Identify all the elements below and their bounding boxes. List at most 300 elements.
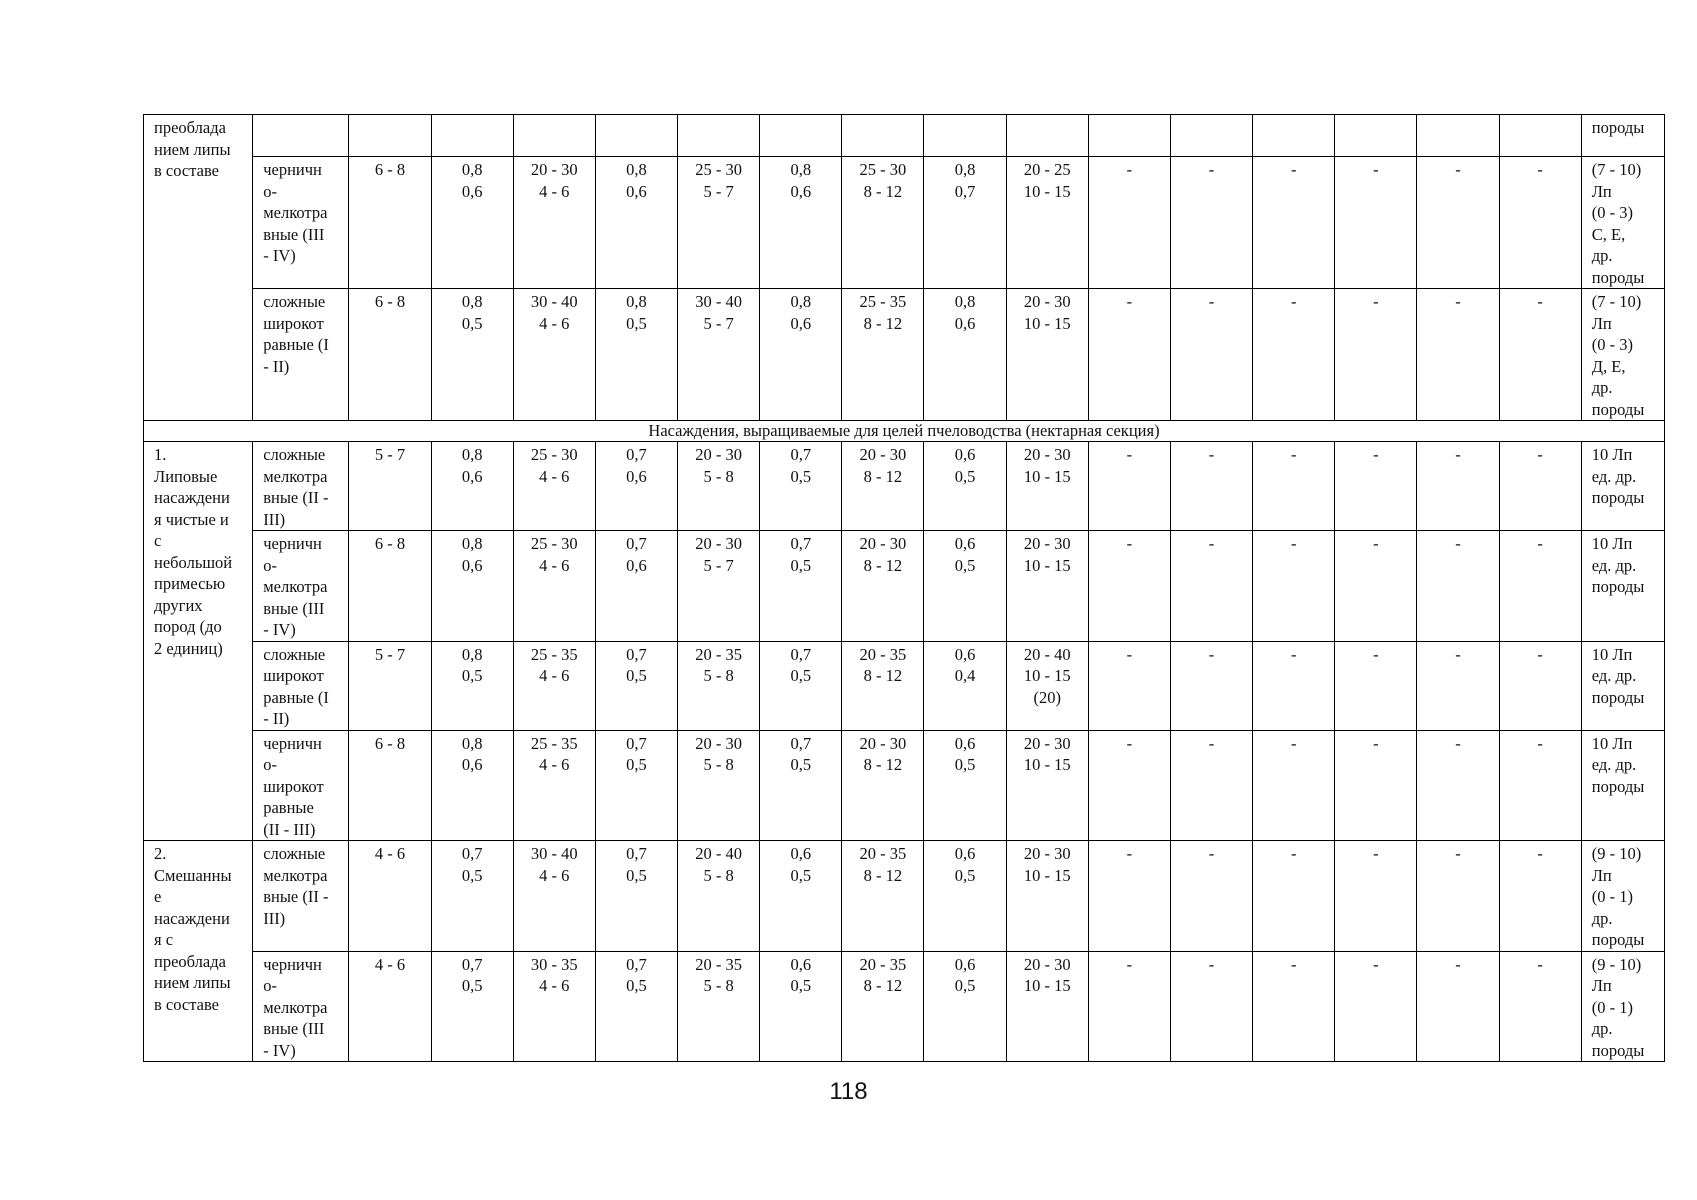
- cell-line: 4 - 6: [539, 976, 570, 995]
- dash-cell: -: [1417, 531, 1499, 642]
- dash-cell: -: [1499, 531, 1581, 642]
- cell-line: 20 - 30: [1023, 534, 1071, 553]
- value-cell: [595, 841, 677, 952]
- value-cell: [513, 641, 595, 730]
- cell-line: 20 - 35: [859, 644, 907, 664]
- cell-line: (0 - 3): [1591, 335, 1633, 354]
- cell-line: 0,7: [790, 644, 812, 664]
- dash-cell: -: [1417, 641, 1499, 730]
- value-cell: [513, 442, 595, 531]
- cell-line: 10 - 15: [1023, 313, 1071, 333]
- value-cell: [842, 841, 924, 952]
- value-cell: [431, 289, 513, 421]
- value-cell: [760, 531, 842, 642]
- table-row: [144, 641, 1665, 730]
- composition-cell: [1581, 531, 1664, 642]
- age-cell: 6 - 8: [349, 531, 431, 642]
- cell-line: насаждени: [154, 908, 230, 928]
- value-cell: [513, 157, 595, 289]
- dash-cell: -: [1335, 531, 1417, 642]
- value-cell: [924, 442, 1006, 531]
- cell-line: сложные: [263, 644, 326, 664]
- cell-line: 0,5: [790, 466, 812, 486]
- value-cell: [760, 951, 842, 1062]
- cell-line: 0,8: [461, 644, 483, 664]
- cell-line: 0,5: [954, 865, 976, 885]
- table-row: [144, 157, 1665, 289]
- value-cell: [595, 531, 677, 642]
- cell-line: С, Е,: [1591, 224, 1626, 244]
- cell-line: 0,7: [626, 954, 647, 974]
- value-cell: [678, 531, 760, 642]
- cell-line: 20 - 30: [859, 445, 907, 464]
- dash-cell: -: [1335, 730, 1417, 841]
- cell-line: 0,6: [954, 733, 976, 753]
- cell-line: 0,6: [461, 755, 483, 774]
- dash-cell: -: [1170, 841, 1252, 952]
- cell-line: 0,7: [626, 445, 647, 464]
- cell-line: широкот: [263, 313, 324, 333]
- composition-cell: [1581, 641, 1664, 730]
- cell-line: о-: [263, 181, 277, 201]
- section-row: [144, 421, 1665, 442]
- value-cell: [842, 442, 924, 531]
- cell-line: 0,7: [626, 644, 647, 664]
- dash-cell: [1253, 115, 1335, 157]
- dash-cell: -: [1170, 531, 1252, 642]
- cell-line: породы: [1591, 267, 1645, 287]
- cell-line: 5 - 7: [703, 181, 734, 201]
- value-cell: [1006, 442, 1088, 531]
- cell-line: (0 - 1): [1591, 887, 1633, 906]
- cell-line: 10 - 15: [1023, 755, 1071, 774]
- dash-cell: -: [1335, 157, 1417, 289]
- dash-cell: -: [1417, 157, 1499, 289]
- value-cell: [1006, 730, 1088, 841]
- cell-line: ед. др.: [1591, 666, 1637, 685]
- dash-cell: -: [1499, 730, 1581, 841]
- cell-line: - II): [263, 356, 290, 376]
- cell-line: 0,6: [954, 445, 976, 464]
- value-cell: [842, 730, 924, 841]
- value-cell: [924, 531, 1006, 642]
- cell-line: небольшой: [154, 552, 233, 572]
- value-cell: [1006, 531, 1088, 642]
- dash-cell: -: [1253, 157, 1335, 289]
- dash-cell: -: [1088, 951, 1170, 1062]
- value-cell: [842, 951, 924, 1062]
- cell-line: 0,6: [954, 534, 976, 553]
- cell-line: - IV): [263, 246, 296, 265]
- cell-line: 25 - 35: [530, 644, 578, 664]
- cell-line: 0,8: [461, 160, 483, 179]
- cell-line: Д, Е,: [1591, 356, 1626, 376]
- dash-cell: -: [1170, 157, 1252, 289]
- value-cell: [513, 951, 595, 1062]
- cell-line: 20 - 30: [1023, 292, 1071, 311]
- value-cell: [678, 951, 760, 1062]
- cell-line: 20 - 35: [859, 844, 907, 863]
- value-cell: [1006, 157, 1088, 289]
- dash-cell: [1499, 115, 1581, 157]
- dash-cell: -: [1088, 730, 1170, 841]
- cell-line: 0,5: [461, 313, 483, 333]
- cell-line: 0,5: [790, 865, 812, 885]
- cell-line: 0,5: [790, 976, 812, 995]
- age-cell: 6 - 8: [349, 157, 431, 289]
- cell-line: 20 - 40: [1023, 644, 1071, 664]
- cell-line: 10 - 15: [1023, 666, 1071, 685]
- cell-line: 4 - 6: [539, 865, 570, 885]
- value-cell: [431, 951, 513, 1062]
- dash-cell: -: [1499, 641, 1581, 730]
- table-row: [144, 531, 1665, 642]
- cell-line: 0,6: [626, 466, 647, 486]
- cell-line: вные (III: [263, 224, 325, 244]
- cell-line: 25 - 35: [859, 292, 907, 311]
- cell-line: 0,8: [790, 160, 812, 179]
- cell-line: 0,6: [790, 181, 812, 201]
- cell-line: 10 - 15: [1023, 466, 1071, 486]
- value-cell: [431, 157, 513, 289]
- dash-cell: -: [1170, 641, 1252, 730]
- cell-line: др.: [1591, 1019, 1613, 1038]
- table-row: [144, 115, 1665, 157]
- value-cell: [678, 157, 760, 289]
- cell-line: 8 - 12: [863, 555, 903, 575]
- dash-cell: -: [1417, 442, 1499, 531]
- dash-cell: [1170, 115, 1252, 157]
- cell-line: 0,8: [954, 292, 976, 311]
- value-cell: [842, 531, 924, 642]
- cell-line: 0,6: [954, 644, 976, 664]
- cell-line: ед. др.: [1591, 466, 1637, 486]
- cell-line: породы: [1591, 488, 1645, 507]
- cell-line: равные (I: [263, 687, 329, 707]
- cell-line: 1.: [154, 445, 167, 464]
- cell-line: 2 единиц): [154, 638, 223, 658]
- dash-cell: -: [1335, 641, 1417, 730]
- value-cell: [760, 289, 842, 421]
- cell-line: примесью: [154, 574, 226, 593]
- value-cell: [431, 442, 513, 531]
- composition-cell: [1581, 951, 1664, 1062]
- value-cell: [678, 730, 760, 841]
- cell-line: 20 - 30: [1023, 445, 1071, 464]
- value-cell: [678, 841, 760, 952]
- value-cell: [760, 115, 842, 157]
- forest-type-cell: [253, 115, 349, 157]
- cell-line: с: [154, 531, 162, 550]
- dash-cell: -: [1253, 531, 1335, 642]
- dash-cell: -: [1335, 951, 1417, 1062]
- cell-line: 20 - 30: [859, 733, 907, 753]
- value-cell: [431, 841, 513, 952]
- value-cell: [924, 841, 1006, 952]
- cell-line: 0,6: [626, 181, 647, 201]
- cell-line: (9 - 10): [1591, 844, 1642, 863]
- cell-line: вные (III: [263, 1019, 325, 1038]
- cell-line: преоблада: [154, 118, 226, 137]
- value-cell: [595, 289, 677, 421]
- cell-line: 0,8: [461, 445, 483, 464]
- cell-line: 0,8: [626, 160, 647, 179]
- dash-cell: -: [1335, 841, 1417, 952]
- cell-line: 30 - 40: [530, 844, 578, 863]
- cell-line: 0,7: [626, 534, 647, 553]
- dash-cell: -: [1170, 730, 1252, 841]
- cell-line: (II - III): [263, 819, 316, 839]
- cell-line: преоблада: [154, 951, 226, 971]
- cell-line: 8 - 12: [863, 755, 903, 774]
- cell-line: 20 - 30: [1023, 954, 1071, 974]
- cell-line: 0,6: [626, 555, 647, 575]
- table-row: [144, 442, 1665, 531]
- value-cell: [595, 641, 677, 730]
- value-cell: [1006, 841, 1088, 952]
- value-cell: [595, 951, 677, 1062]
- dash-cell: -: [1417, 951, 1499, 1062]
- value-cell: [924, 730, 1006, 841]
- composition-cell: [1581, 730, 1664, 841]
- cell-line: 0,5: [790, 555, 812, 575]
- table-row: [144, 841, 1665, 952]
- cell-line: ед. др.: [1591, 755, 1637, 774]
- cell-line: 0,6: [790, 954, 812, 974]
- cell-line: равные (I: [263, 335, 329, 354]
- cell-line: 20 - 30: [695, 445, 742, 464]
- cell-line: нием липы: [154, 139, 231, 159]
- cell-line: 25 - 30: [530, 534, 578, 553]
- cell-line: других: [154, 595, 203, 615]
- cell-line: 5 - 8: [703, 755, 734, 774]
- cell-line: сложные: [263, 844, 326, 863]
- group-label-cell: [144, 115, 253, 421]
- cell-line: 0,7: [790, 733, 812, 753]
- cell-line: мелкотра: [263, 865, 328, 885]
- table-row: [144, 951, 1665, 1062]
- cell-line: 5 - 8: [703, 466, 734, 486]
- dash-cell: -: [1253, 951, 1335, 1062]
- value-cell: [842, 289, 924, 421]
- page-number: 118: [829, 1078, 868, 1105]
- dash-cell: -: [1499, 442, 1581, 531]
- age-cell: 5 - 7: [349, 442, 431, 531]
- cell-line: 5 - 8: [703, 865, 734, 885]
- cell-line: сложные: [263, 445, 326, 464]
- value-cell: [924, 157, 1006, 289]
- forest-type-cell: [253, 841, 349, 952]
- dash-cell: -: [1499, 289, 1581, 421]
- dash-cell: -: [1088, 841, 1170, 952]
- cell-line: III): [263, 509, 286, 529]
- dash-cell: -: [1499, 157, 1581, 289]
- cell-line: - IV): [263, 620, 296, 639]
- cell-line: в составе: [154, 161, 219, 180]
- cell-line: 0,4: [954, 666, 976, 685]
- forest-type-cell: [253, 730, 349, 841]
- section-heading: Насаждения, выращиваемые для целей пчеловодства (нектарная секция): [144, 421, 1665, 442]
- cell-line: 0,5: [626, 976, 647, 995]
- cell-line: 10 Лп: [1591, 534, 1633, 553]
- dash-cell: -: [1253, 641, 1335, 730]
- dash-cell: -: [1088, 641, 1170, 730]
- cell-line: Лп: [1591, 313, 1612, 333]
- cell-line: др.: [1591, 378, 1613, 397]
- cell-line: 4 - 6: [539, 181, 570, 201]
- value-cell: [513, 289, 595, 421]
- dash-cell: [1335, 115, 1417, 157]
- value-cell: [1006, 289, 1088, 421]
- cell-line: 0,7: [626, 733, 647, 753]
- value-cell: [924, 115, 1006, 157]
- dash-cell: -: [1253, 289, 1335, 421]
- cell-line: (7 - 10): [1591, 160, 1642, 179]
- cell-line: 10 Лп: [1591, 644, 1633, 664]
- age-cell: [349, 115, 431, 157]
- cell-line: ед. др.: [1591, 555, 1637, 575]
- dash-cell: [1088, 115, 1170, 157]
- cell-line: 0,5: [626, 313, 647, 333]
- forest-type-cell: [253, 951, 349, 1062]
- cell-line: 5 - 7: [703, 313, 734, 333]
- cell-line: 5 - 7: [703, 555, 734, 575]
- cell-line: породы: [1591, 118, 1645, 137]
- dash-cell: -: [1499, 951, 1581, 1062]
- dash-cell: -: [1088, 531, 1170, 642]
- cell-line: 0,6: [954, 844, 976, 863]
- cell-line: 0,5: [626, 755, 647, 774]
- cell-line: 20 - 35: [695, 644, 742, 664]
- cell-line: 0,8: [461, 733, 483, 753]
- age-cell: 4 - 6: [349, 951, 431, 1062]
- cell-line: сложные: [263, 292, 326, 311]
- cell-line: Липовые: [154, 466, 218, 486]
- cell-line: породы: [1591, 930, 1645, 949]
- cell-line: вные (II -: [263, 887, 329, 906]
- cell-line: вные (II -: [263, 488, 329, 507]
- cell-line: породы: [1591, 399, 1645, 419]
- cell-line: 0,7: [461, 844, 483, 863]
- cell-line: 0,5: [790, 666, 812, 685]
- value-cell: [431, 531, 513, 642]
- cell-line: мелкотра: [263, 203, 328, 222]
- cell-line: др.: [1591, 908, 1613, 928]
- forest-type-cell: [253, 157, 349, 289]
- cell-line: мелкотра: [263, 466, 328, 486]
- age-cell: 6 - 8: [349, 289, 431, 421]
- cell-line: 0,6: [954, 313, 976, 333]
- cell-line: 5 - 8: [703, 666, 734, 685]
- value-cell: [760, 641, 842, 730]
- cell-line: 4 - 6: [539, 755, 570, 774]
- composition-cell: [1581, 841, 1664, 952]
- cell-line: вные (III: [263, 598, 325, 618]
- cell-line: равные: [263, 798, 314, 817]
- dash-cell: -: [1335, 442, 1417, 531]
- cell-line: (0 - 3): [1591, 203, 1633, 222]
- cell-line: 0,7: [790, 534, 812, 553]
- cell-line: 8 - 12: [863, 976, 903, 995]
- dash-cell: -: [1253, 841, 1335, 952]
- cell-line: породы: [1591, 1040, 1645, 1060]
- value-cell: [924, 951, 1006, 1062]
- composition-cell: [1581, 157, 1664, 289]
- value-cell: [431, 115, 513, 157]
- composition-cell: [1581, 289, 1664, 421]
- cell-line: др.: [1591, 246, 1613, 265]
- cell-line: широкот: [263, 666, 324, 685]
- cell-line: 20 - 30: [1023, 844, 1071, 863]
- cell-line: е: [154, 887, 162, 906]
- cell-line: 0,8: [461, 292, 483, 311]
- cell-line: насаждени: [154, 488, 230, 507]
- composition-cell: [1581, 442, 1664, 531]
- cell-line: 8 - 12: [863, 666, 903, 685]
- cell-line: 0,7: [790, 445, 812, 464]
- value-cell: [513, 531, 595, 642]
- cell-line: широкот: [263, 776, 324, 796]
- cell-line: 0,5: [954, 755, 976, 774]
- dash-cell: -: [1253, 730, 1335, 841]
- cell-line: породы: [1591, 577, 1645, 596]
- cell-line: 2.: [154, 844, 167, 863]
- dash-cell: -: [1170, 289, 1252, 421]
- cell-line: черничн: [263, 160, 322, 179]
- value-cell: [924, 289, 1006, 421]
- cell-line: нием липы: [154, 973, 231, 992]
- cell-line: (0 - 1): [1591, 997, 1633, 1017]
- value-cell: [595, 730, 677, 841]
- composition-cell: [1581, 115, 1664, 157]
- cell-line: пород (до: [154, 617, 222, 636]
- dash-cell: -: [1088, 157, 1170, 289]
- dash-cell: -: [1499, 841, 1581, 952]
- cell-line: 20 - 30: [1023, 733, 1071, 753]
- cell-line: 0,5: [461, 865, 483, 885]
- cell-line: 0,7: [626, 844, 647, 863]
- dash-cell: -: [1417, 289, 1499, 421]
- cell-line: черничн: [263, 954, 322, 974]
- value-cell: [431, 641, 513, 730]
- cell-line: 0,6: [790, 844, 812, 863]
- value-cell: [513, 730, 595, 841]
- cell-line: 10 - 15: [1023, 555, 1071, 575]
- forest-type-cell: [253, 531, 349, 642]
- cell-line: - II): [263, 709, 290, 728]
- cell-line: 20 - 30: [695, 733, 742, 753]
- age-cell: 4 - 6: [349, 841, 431, 952]
- cell-line: я чистые и: [154, 509, 229, 529]
- cell-line: 10 Лп: [1591, 445, 1633, 464]
- cell-line: 5 - 8: [703, 976, 734, 995]
- value-cell: [513, 115, 595, 157]
- cell-line: о-: [263, 755, 277, 774]
- cell-line: 0,5: [954, 466, 976, 486]
- forest-table: [143, 114, 1665, 1062]
- cell-line: 20 - 35: [695, 954, 742, 974]
- age-cell: 5 - 7: [349, 641, 431, 730]
- cell-line: 0,5: [626, 865, 647, 885]
- cell-line: породы: [1591, 687, 1645, 707]
- cell-line: (7 - 10): [1591, 292, 1642, 311]
- cell-line: 0,6: [954, 954, 976, 974]
- cell-line: черничн: [263, 733, 322, 753]
- value-cell: [678, 115, 760, 157]
- cell-line: 0,8: [954, 160, 976, 179]
- dash-cell: -: [1253, 442, 1335, 531]
- cell-line: 4 - 6: [539, 666, 570, 685]
